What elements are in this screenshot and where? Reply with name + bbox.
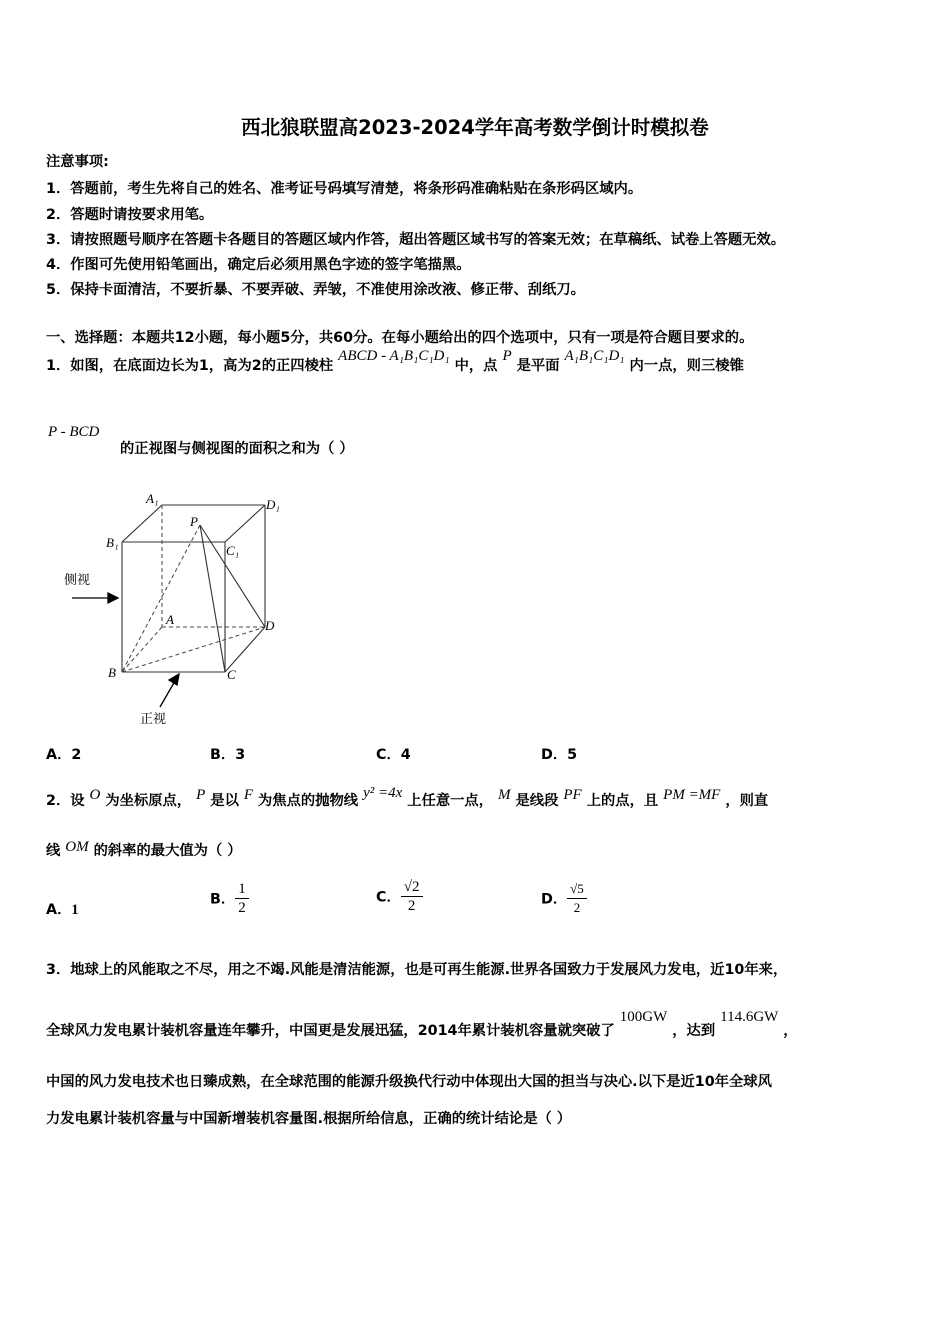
q2-text: 为坐标原点， (105, 793, 192, 809)
q2-option-label: C． (376, 889, 401, 906)
label-b: B (108, 665, 116, 680)
q1-option-c: C．4 (376, 747, 411, 763)
q2-text: 线 (46, 843, 61, 859)
note-item-3: 3．请按照题号顺序在答题卡各题目的答题区域内作答，超出答题区域书写的答案无效；在草稿纸、试卷上答题无效。 (46, 232, 786, 248)
section-heading: 一、选择题：本题共12小题，每小题5分，共60分。在每小题给出的四个选项中，只有一项是符合题目要求的。 (46, 330, 754, 346)
q2-option-c (376, 878, 423, 915)
label-b1: B₁ (106, 535, 119, 550)
q2-segment-pf: PF (563, 787, 582, 803)
note-item-2: 2．答题时请按要求用笔。 (46, 207, 214, 223)
q2-option-label: D． (541, 891, 568, 908)
q2-option-label: B． (210, 891, 236, 908)
question-2-line-1 (46, 785, 769, 810)
q1-pyramid-name: P - BCD (48, 424, 100, 440)
q1-text: 是平面 (516, 358, 560, 374)
q1-point-p: P (502, 348, 512, 364)
q2-text: 上的点，且 (586, 793, 659, 809)
note-item-4: 4．作图可先使用铅笔画出，确定后必须用黑色字迹的签字笔描黑。 (46, 257, 471, 273)
q3-text: 全球风力发电累计装机容量连年攀升，中国更是发展迅猛，2014年累计装机容量就突破了 (46, 1023, 615, 1039)
q2-condition: PM =MF (663, 787, 721, 803)
q1-text: 内一点，则三棱锥 (629, 358, 744, 374)
q3-text: ， (783, 1023, 798, 1039)
q2-text: 上任意一点， (407, 793, 494, 809)
q1-option-d: D．5 (541, 747, 578, 763)
q2-option-b (210, 880, 249, 917)
q2-option-d (541, 880, 587, 917)
question-3-line-3: 中国的风力发电技术也日臻成熟，在全球范围的能源升级换代行动中体现出大国的担当与决心.以下是近10年全球风 (46, 1074, 772, 1090)
q2-text: ，则直 (725, 793, 769, 809)
q2-text: 是以 (210, 793, 239, 809)
fraction (235, 880, 249, 917)
q1-text: 中，点 (454, 358, 498, 374)
label-d1: D₁ (266, 497, 280, 512)
question-3-line-2 (46, 1009, 798, 1040)
q2-point-m: M (498, 787, 511, 803)
q2-parabola: y² =4x (363, 785, 403, 801)
q2-origin-o: O (89, 787, 101, 803)
q1-prism-name: ABCD - A₁B₁C₁D₁ (338, 348, 450, 364)
label-d: D (265, 618, 275, 633)
note-item-5: 5．保持卡面清洁，不要折暴、不要弄破、弄皱，不准使用涂改液、修正带、刮纸刀。 (46, 282, 585, 298)
label-c1: C₁ (226, 543, 240, 558)
q2-text: 2．设 (46, 793, 85, 809)
q2-text: 的斜率的最大值为（ ） (93, 843, 242, 859)
q3-capacity-114gw: 114.6GW (720, 1009, 779, 1025)
fraction-numerator: 1 (235, 880, 249, 899)
q2-text: 是线段 (515, 793, 559, 809)
label-a1: A₁ (146, 491, 159, 506)
q2-option-a (46, 899, 79, 919)
question-3-line-1: 3．地球上的风能取之不尽，用之不竭.风能是清洁能源，也是可再生能源.世界各国致力于发展风力发电，近10年来， (46, 962, 788, 978)
q2-option-value: 1 (71, 902, 79, 918)
q1-text-end: 的正视图与侧视图的面积之和为（ ） (120, 441, 354, 457)
q1-text: 1．如图，在底面边长为1，高为2的正四棱柱 (46, 358, 334, 374)
fraction-denominator: 2 (407, 898, 416, 914)
front-view-label: 正视 (140, 712, 167, 727)
question-3-line-4: 力发电累计装机容量与中国新增装机容量图.根据所给信息，正确的统计结论是（ ） (46, 1111, 572, 1127)
q3-text: ，达到 (672, 1023, 716, 1039)
fraction-denominator: 2 (573, 900, 581, 915)
fraction-denominator: 2 (238, 900, 246, 916)
q2-text: 为焦点的抛物线 (258, 793, 359, 809)
notes-heading: 注意事项: (46, 154, 109, 170)
fraction (401, 878, 423, 915)
q1-option-a: A．2 (46, 747, 82, 763)
label-a: A (166, 612, 174, 627)
q2-line-om: OM (65, 839, 89, 855)
q2-point-p: P (196, 787, 206, 803)
page-title: 西北狼联盟高2023-2024学年高考数学倒计时模拟卷 (241, 116, 709, 139)
q1-plane-name: A₁B₁C₁D₁ (564, 348, 625, 364)
fraction-numerator: √5 (567, 880, 587, 899)
fraction (567, 880, 587, 917)
q2-option-label: A． (46, 902, 72, 918)
q1-option-b: B．3 (210, 747, 246, 763)
side-view-label: 侧视 (64, 573, 91, 588)
fraction-numerator: √2 (401, 878, 423, 897)
question-1-line-1 (46, 348, 744, 395)
label-p: P (190, 514, 198, 529)
note-item-1: 1．答题前，考生先将自己的姓名、准考证号码填写清楚，将条形码准确粘贴在条形码区域内。 (46, 181, 643, 197)
question-2-line-2 (46, 840, 242, 860)
prism-figure (60, 485, 300, 730)
label-c: C (227, 667, 236, 682)
q2-focus-f: F (243, 787, 254, 803)
q3-capacity-100gw: 100GW (619, 1009, 668, 1025)
